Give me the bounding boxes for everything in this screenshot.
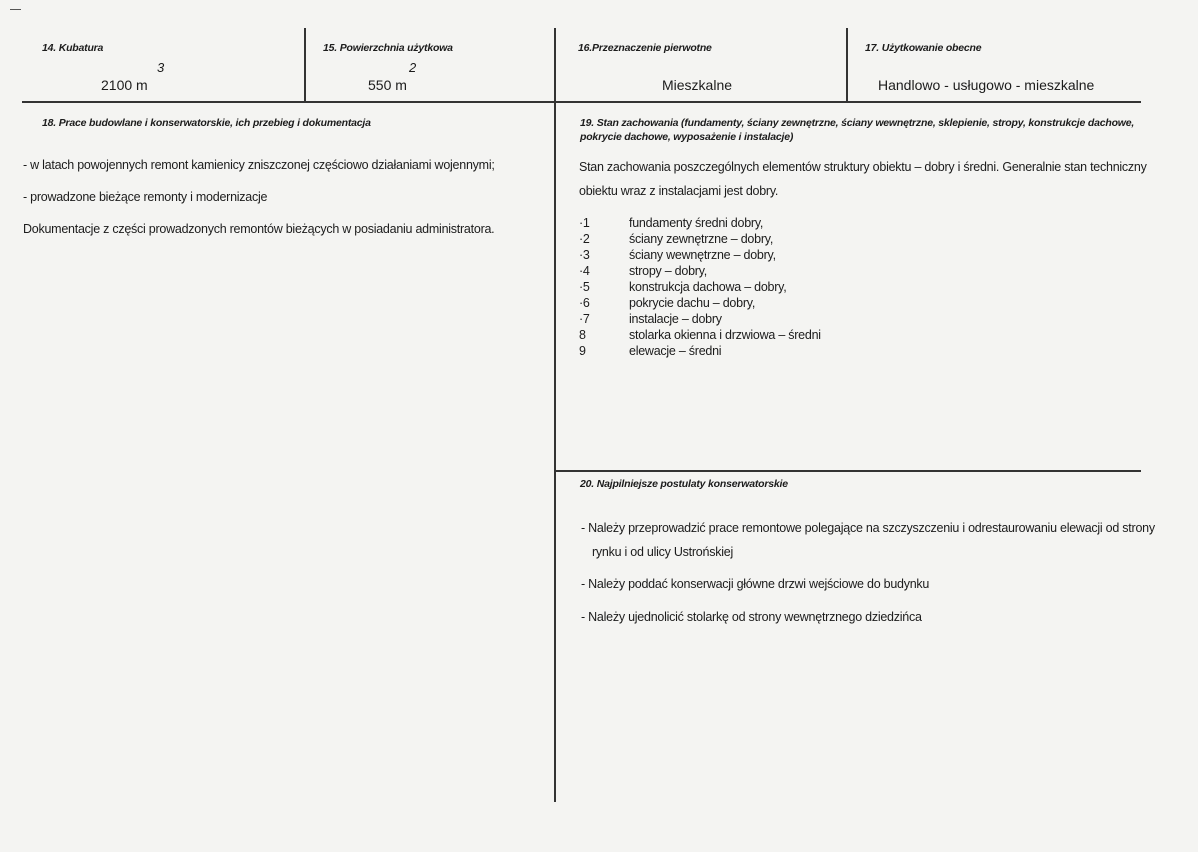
list-item-text: pokrycie dachu – dobry, — [629, 296, 756, 310]
list-item — [579, 344, 879, 360]
section20-p1-line2: rynku i od ulicy Ustrońskiej — [592, 545, 733, 559]
divider-19-20 — [556, 470, 1141, 472]
uzytkowanie-value: Handlowo - usługowo - mieszkalne — [878, 77, 1095, 93]
divider-14-15 — [304, 28, 306, 102]
kubatura-label: 14. Kubatura — [42, 42, 104, 54]
list-item-number: ·1 — [579, 216, 590, 230]
section18-line-3: Dokumentacje z części prowadzonych remontów bieżących w posiadaniu administratora. — [23, 222, 495, 236]
list-item-text: ściany wewnętrzne – dobry, — [629, 248, 776, 262]
list-item-number: ·2 — [579, 232, 590, 246]
przeznaczenie-value: Mieszkalne — [662, 77, 733, 93]
section18-line-1: - w latach powojennych remont kamienicy zniszczonej częściowo działaniami wojennymi; — [23, 158, 495, 172]
list-item-text: elewacje – średni — [629, 344, 722, 358]
section19-label-line2: pokrycie dachowe, wyposażenie i instalacje) — [580, 131, 794, 143]
list-item-text: instalacje – dobry — [629, 312, 722, 326]
divider-main-vertical — [554, 28, 556, 802]
list-item — [579, 264, 879, 280]
powierzchnia-exponent: 2 — [409, 60, 417, 75]
list-item-number: 8 — [579, 328, 586, 342]
list-item-number: ·4 — [579, 264, 590, 278]
list-item — [579, 216, 879, 232]
section18-line-2: - prowadzone bieżące remonty i modernizacje — [23, 190, 268, 204]
list-item-number: 9 — [579, 344, 586, 358]
list-item-text: fundamenty średni dobry, — [629, 216, 764, 230]
list-item-text: konstrukcja dachowa – dobry, — [629, 280, 787, 294]
list-item — [579, 296, 879, 312]
section18-label: 18. Prace budowlane i konserwatorskie, ich przebieg i dokumentacja — [42, 117, 371, 129]
list-item-text: ściany zewnętrzne – dobry, — [629, 232, 774, 246]
section20-label: 20. Najpilniejsze postulaty konserwatorskie — [580, 478, 788, 490]
section20-p3: - Należy ujednolicić stolarkę od strony wewnętrznego dziedzińca — [581, 610, 922, 624]
scan-mark — [10, 9, 21, 10]
uzytkowanie-label: 17. Użytkowanie obecne — [865, 42, 982, 54]
section19-intro-line2: obiektu wraz z instalacjami jest dobry. — [579, 184, 779, 198]
list-item-number: ·6 — [579, 296, 590, 310]
list-item — [579, 312, 879, 328]
divider-header-bottom — [22, 101, 1141, 103]
list-item-number: ·5 — [579, 280, 590, 294]
section20-p2: - Należy poddać konserwacji główne drzwi wejściowe do budynku — [581, 577, 930, 591]
list-item — [579, 280, 879, 296]
list-item-text: stolarka okienna i drzwiowa – średni — [629, 328, 821, 342]
list-item-text: stropy – dobry, — [629, 264, 708, 278]
przeznaczenie-label: 16.Przeznaczenie pierwotne — [578, 42, 712, 54]
condition-list — [579, 216, 899, 366]
list-item — [579, 248, 879, 264]
kubatura-exponent: 3 — [157, 60, 165, 75]
list-item-number: ·7 — [579, 312, 590, 326]
section19-intro-line1: Stan zachowania poszczególnych elementów struktury obiektu – dobry i średni. Generalnie stan techniczny — [579, 160, 1147, 174]
list-item — [579, 328, 879, 344]
section20-p1-line1: - Należy przeprowadzić prace remontowe polegające na szczyszczeniu i odrestaurowaniu elewacji od strony — [581, 521, 1155, 535]
powierzchnia-value: 550 m — [368, 77, 407, 93]
list-item — [579, 232, 879, 248]
list-item-number: ·3 — [579, 248, 590, 262]
divider-16-17 — [846, 28, 848, 102]
section19-label-line1: 19. Stan zachowania (fundamenty, ściany zewnętrzne, ściany wewnętrzne, sklepienie, stropy, konstrukcje dachowe, — [580, 117, 1135, 129]
powierzchnia-label: 15. Powierzchnia użytkowa — [323, 42, 453, 54]
kubatura-value: 2100 m — [101, 77, 148, 93]
